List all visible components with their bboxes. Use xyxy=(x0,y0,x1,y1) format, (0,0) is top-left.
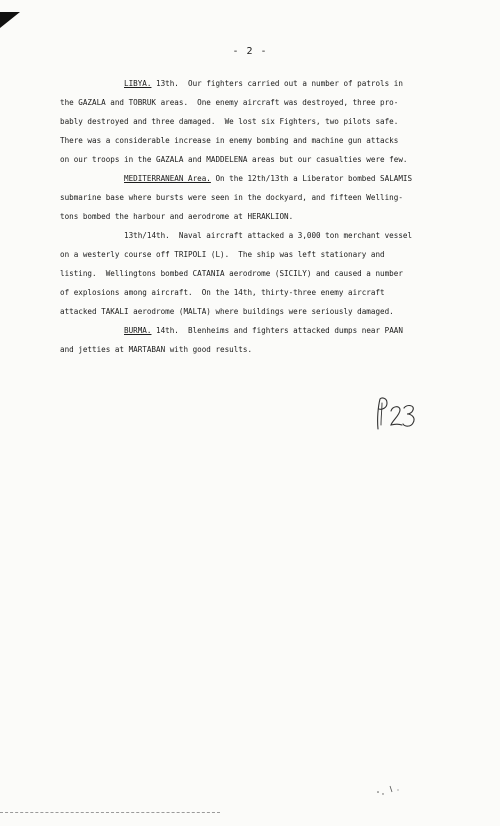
libya-heading: LIBYA. xyxy=(124,79,152,88)
medc-line-4: of explosions among aircraft. On the 14th, thirty-three enemy aircraft xyxy=(60,288,385,297)
medc-line-2: on a westerly course off TRIPOLI (L). The ship was left stationary and xyxy=(60,250,385,259)
med-line-2: submarine base where bursts were seen in the dockyard, and fifteen Welling- xyxy=(60,193,403,202)
burma-line-1 xyxy=(60,321,480,340)
libya-line-5: on our troops in the GAZALA and MADDELENA areas but our casualties were few. xyxy=(60,155,408,164)
burma-heading: BURMA. xyxy=(124,326,152,335)
document-body xyxy=(60,74,480,359)
medc-line-1 xyxy=(60,226,480,245)
med-line-1-text: On the 12th/13th a Liberator bombed SALAMIS xyxy=(210,174,413,183)
bottom-rule xyxy=(0,812,220,813)
med-line-3: tons bombed the harbour and aerodrome at HERAKLION. xyxy=(60,212,294,221)
burma-line-2: and jetties at MARTABAN with good results. xyxy=(60,345,253,354)
medc-line-1-text: 13th/14th. Naval aircraft attacked a 3,000 ton merchant vessel xyxy=(124,231,413,240)
libya-line-4: There was a considerable increase in enemy bombing and machine gun attacks xyxy=(60,136,399,145)
ink-specks xyxy=(374,780,404,800)
medc-line-3: listing. Wellingtons bombed CATANIA aerodrome (SICILY) and caused a number xyxy=(60,269,403,278)
handwritten-initials-icon xyxy=(372,395,422,435)
page-number: - 2 - xyxy=(232,46,268,57)
libya-line-1 xyxy=(60,74,480,93)
libya-line-1-text: 13th. Our fighters carried out a number of patrols in xyxy=(151,79,403,88)
mediterranean-heading: MEDITERRANEAN Area. xyxy=(124,174,211,183)
med-line-1 xyxy=(60,169,480,188)
medc-line-5: attacked TAKALI aerodrome (MALTA) where buildings were seriously damaged. xyxy=(60,307,394,316)
burma-line-1-text: 14th. Blenheims and fighters attacked dumps near PAAN xyxy=(151,326,403,335)
libya-line-2: the GAZALA and TOBRUK areas. One enemy aircraft was destroyed, three pro- xyxy=(60,98,399,107)
corner-mark xyxy=(0,12,20,28)
libya-line-3: bably destroyed and three damaged. We lost six Fighters, two pilots safe. xyxy=(60,117,399,126)
